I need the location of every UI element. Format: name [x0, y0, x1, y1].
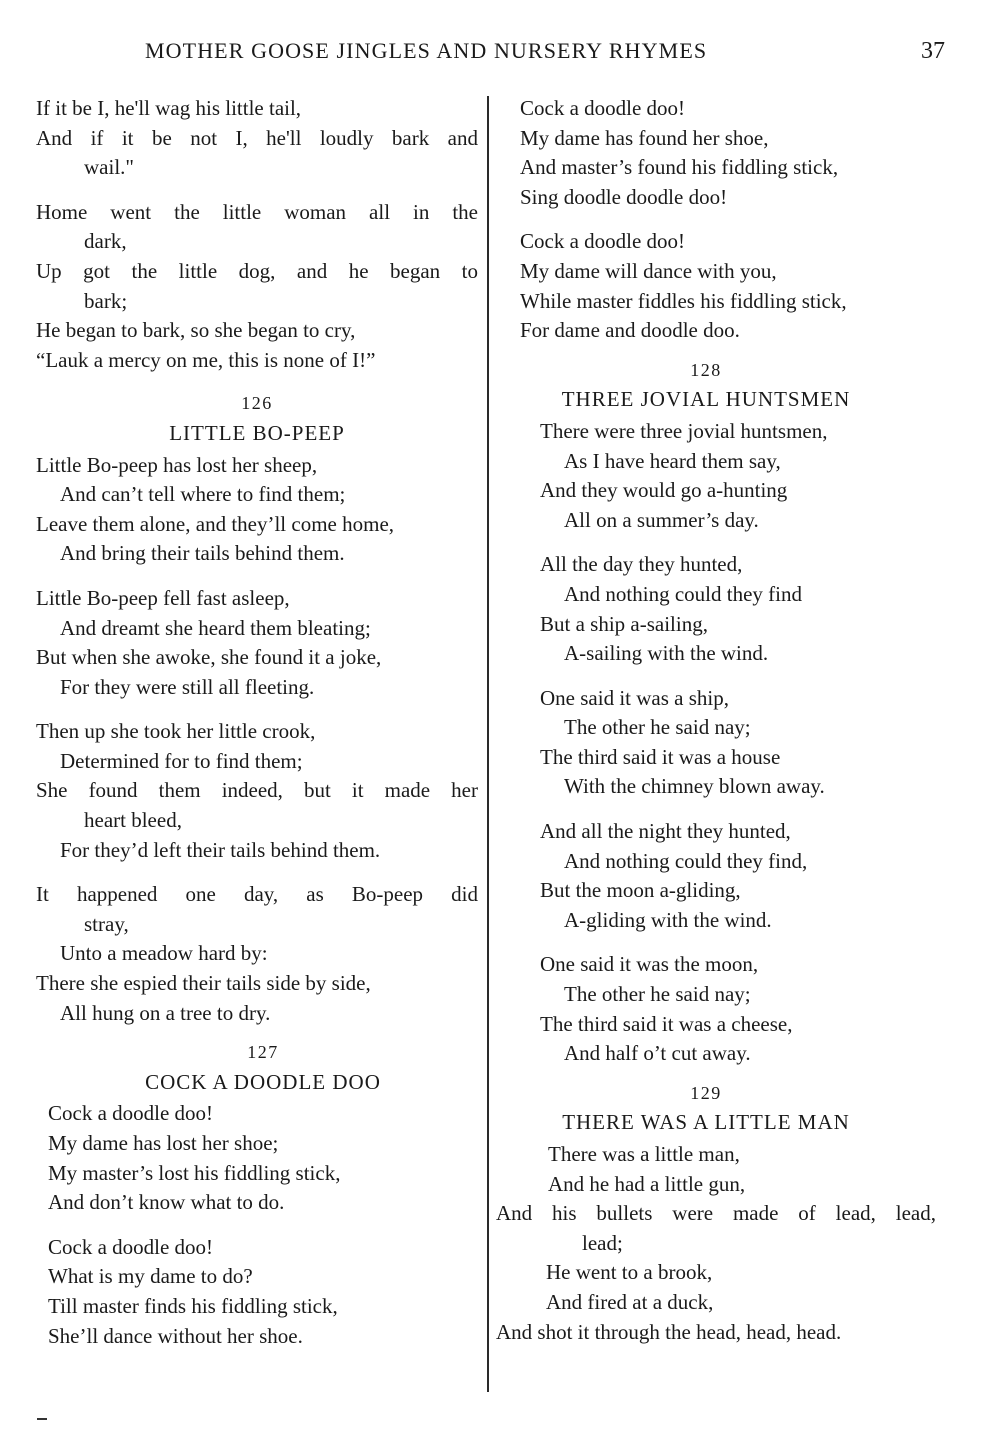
verse-line: As I have heard them say,: [564, 448, 781, 473]
page-number: 37: [921, 38, 945, 64]
verse-line: And nothing could they find,: [564, 848, 808, 873]
verse-line: And if it be not I, he'll loudly bark and: [36, 125, 478, 150]
verse-line: There was a little man,: [548, 1142, 740, 1166]
verse-line: dark,: [84, 229, 127, 254]
verse-line: Cock a doodle doo!: [520, 229, 686, 254]
verse-line: One said it was a ship,: [540, 685, 729, 710]
verse-line: Home went the little woman all in the: [36, 199, 478, 224]
verse-line: For they’d left their tails behind them.: [60, 837, 381, 862]
verse-line: What is my dame to do?: [48, 1264, 253, 1289]
verse-line: Cock a doodle doo!: [520, 96, 686, 120]
verse-line: He began to bark, so she began to cry,: [36, 318, 356, 343]
verse-line: The third said it was a cheese,: [540, 1011, 793, 1036]
verse-line: There were three jovial huntsmen,: [540, 418, 828, 443]
rhyme-number: 129: [690, 1082, 722, 1103]
verse-line: For dame and doodle doo.: [520, 318, 740, 343]
verse-line: And nothing could they find: [564, 581, 802, 606]
verse-line: My dame has lost her shoe;: [48, 1131, 279, 1155]
verse-line: But the moon a-gliding,: [540, 878, 741, 903]
verse-line: Little Bo-peep fell fast asleep,: [36, 585, 290, 610]
verse-line: Then up she took her little crook,: [36, 719, 316, 744]
verse-line: And his bullets were made of lead, lead,: [496, 1201, 936, 1226]
verse-line: And half o’t cut away.: [564, 1041, 751, 1066]
right-column: [496, 94, 956, 1347]
verse-line: While master fiddles his fiddling stick,: [520, 288, 847, 313]
rhyme-number: 126: [241, 393, 273, 414]
rhyme-129: [496, 1079, 956, 1347]
verse-line: And fired at a duck,: [546, 1289, 714, 1314]
verse-line: wail.": [84, 155, 134, 180]
rhyme-title: COCK A DOODLE DOO: [145, 1069, 381, 1094]
verse-line: My dame will dance with you,: [520, 258, 777, 283]
verse-line: Cock a doodle doo!: [48, 1234, 214, 1259]
verse-line: She found them indeed, but it made her: [36, 778, 478, 803]
verse-line: “Lauk a mercy on me, this is none of I!”: [36, 347, 376, 372]
verse-line: heart bleed,: [84, 808, 182, 833]
verse-line: Till master finds his fiddling stick,: [48, 1293, 338, 1318]
rhyme-127: [36, 1038, 478, 1351]
verse-line: A-sailing with the wind.: [564, 641, 769, 666]
verse-line: My dame has found her shoe,: [520, 125, 769, 150]
verse-line: With the chimney blown away.: [564, 774, 825, 799]
verse-line: Leave them alone, and they’ll come home,: [36, 511, 395, 536]
verse-line: All hung on a tree to dry.: [60, 1000, 271, 1025]
verse-line: One said it was the moon,: [540, 952, 759, 977]
left-column: [36, 94, 478, 1351]
rhyme-number: 127: [247, 1042, 279, 1063]
verse-line: The third said it was a house: [540, 744, 781, 769]
rhyme-title: LITTLE BO-PEEP: [169, 420, 345, 445]
verse-line: Cock a doodle doo!: [48, 1101, 214, 1126]
rhyme-128: [496, 356, 956, 1069]
verse-line: And he had a little gun,: [548, 1171, 746, 1196]
verse-line: But when she awoke, she found it a joke,: [36, 645, 382, 670]
verse-line: Unto a meadow hard by:: [60, 941, 268, 966]
verse-line: All on a summer’s day.: [564, 507, 759, 532]
verse-line: Little Bo-peep has lost her sheep,: [36, 452, 318, 477]
verse-line: Determined for to find them;: [60, 748, 303, 773]
printer-mark: [37, 1418, 47, 1420]
verse-line: The other he said nay;: [564, 982, 751, 1007]
verse-line: But a ship a-sailing,: [540, 611, 708, 636]
verse-line: stray,: [84, 911, 129, 936]
verse-line: And dreamt she heard them bleating;: [60, 615, 371, 640]
verse-line: And can’t tell where to find them;: [60, 482, 346, 507]
verse-line: And all the night they hunted,: [540, 819, 791, 844]
verse-line: Up got the little dog, and he began to: [36, 258, 478, 283]
rhyme-title: THREE JOVIAL HUNTSMEN: [561, 387, 851, 412]
verse-line: And don’t know what to do.: [48, 1190, 285, 1215]
verse-line: And master’s found his fiddling stick,: [520, 155, 839, 180]
verse-line: My master’s lost his fiddling stick,: [48, 1160, 341, 1185]
verse-line: All the day they hunted,: [540, 552, 743, 577]
verse-line: And bring their tails behind them.: [60, 541, 345, 566]
verse-line: It happened one day, as Bo-peep did: [36, 882, 478, 907]
verse-line: bark;: [84, 288, 128, 313]
verse-line: There she espied their tails side by side,: [36, 971, 371, 996]
verse-line: And shot it through the head, head, head.: [496, 1319, 842, 1344]
verse-line: For they were still all fleeting.: [60, 674, 315, 699]
continued-rhyme-end: [36, 94, 478, 375]
verse-line: And they would go a-hunting: [540, 478, 788, 503]
column-divider: [487, 96, 489, 1392]
page-header: [0, 38, 1000, 74]
verse-line: She’ll dance without her shoe.: [48, 1323, 303, 1348]
rhyme-title: THERE WAS A LITTLE MAN: [562, 1110, 850, 1135]
verse-line: lead;: [582, 1230, 623, 1255]
verse-line: The other he said nay;: [564, 715, 751, 740]
verse-line: If it be I, he'll wag his little tail,: [36, 96, 302, 120]
rhyme-126: [36, 389, 478, 1028]
continued-rhyme-127: [496, 94, 956, 346]
running-head: MOTHER GOOSE JINGLES AND NURSERY RHYMES: [145, 38, 708, 63]
rhyme-number: 128: [690, 359, 722, 380]
verse-line: A-gliding with the wind.: [564, 907, 772, 932]
verse-line: He went to a brook,: [546, 1260, 713, 1285]
verse-line: Sing doodle doodle doo!: [520, 184, 728, 209]
